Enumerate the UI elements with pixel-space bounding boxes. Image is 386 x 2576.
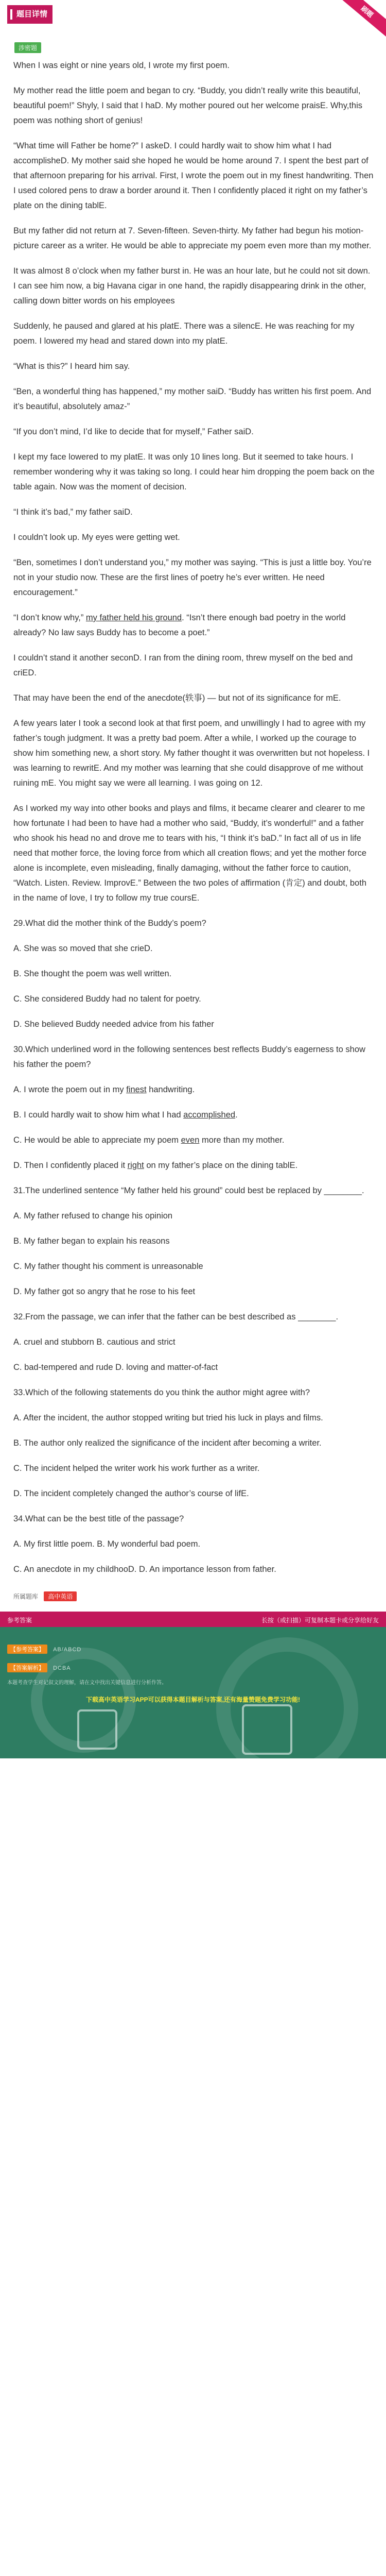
option: A. cruel and stubborn B. cautious and strict <box>13 1337 176 1347</box>
option: D. My father got so angry that he rose to his feet <box>13 1287 196 1296</box>
question-31 <box>13 1183 375 1299</box>
option: A. She was so moved that she crieD. <box>13 944 153 953</box>
text-segment: B. I could hardly wait to show him what I had <box>13 1110 184 1120</box>
passage-paragraph: “What is this?” I heard him say. <box>13 362 130 371</box>
corner-ribbon[interactable]: 刷题 <box>333 0 386 42</box>
passage-paragraph: That may have been the end of the anecdote(轶事) — but not of its significance for mE. <box>13 693 341 703</box>
option <box>13 1108 375 1123</box>
download-promo[interactable]: 下载高中英语学习APP可以获得本题目解析与答案,还有海量赞题免费学习功能! <box>85 1696 300 1703</box>
question-stem: 30.Which underlined word in the following sentences best reflects Buddy’s eagerness to show his father the poem? <box>13 1045 365 1069</box>
text-segment: “I don’t know why,” <box>13 613 86 622</box>
option <box>13 1158 375 1173</box>
option: B. She thought the poem was well written. <box>13 969 172 978</box>
share-hint: 长按（或扫描）可复制本题卡或分享给好友 <box>261 1617 379 1624</box>
question-34 <box>13 1512 375 1577</box>
explain-row <box>7 1663 71 1672</box>
question-stem: 32.From the passage, we can infer that the father can be best described as ________. <box>13 1312 339 1321</box>
explain-text: 本题考查学生对记叙文的理解，请在文中找出关键信息进行分析作答。 <box>7 1680 167 1686</box>
option: C. She considered Buddy had no talent for poetry. <box>13 994 201 1004</box>
answer-label: 【参考答案】 <box>7 1645 47 1654</box>
text-segment: . “Isn’t there enough bad poetry in the world already? No law says Buddy has to become a poet.” <box>13 613 346 637</box>
qr-code-icon <box>242 1704 292 1755</box>
passage-paragraph: I kept my face lowered to my platE. It was only 10 lines long. But it seemed to take hours. I remember wondering why it was taking so long. I could hear him dropping the poem back on the table again. Now was the moment of decision. <box>13 452 375 492</box>
underlined-word: even <box>181 1136 200 1145</box>
passage-paragraph: “What time will Father be home?” I askeD. I could hardly wait to show him what I had accomplisheD. My mother said she hoped he would be home around 7. I spent the best part of that afternoon preparing for his arrival. First, I wrote the poem out in my finest handwriting. Then I used colored pens to draw a border around it. Then I confidently placed it right on my father’s plate on the dining tablE. <box>13 141 374 210</box>
reference-title: 参考答案 <box>7 1617 32 1624</box>
question-bank-label: 所属题库 <box>13 1593 39 1600</box>
option: D. The incident completely changed the author’s course of lifE. <box>13 1489 249 1498</box>
option: B. The author only realized the significance of the incident after becoming a writer. <box>13 1438 322 1448</box>
level-row <box>0 21 386 53</box>
option: C. bad-tempered and rude D. loving and matter-of-fact <box>13 1363 218 1372</box>
passage-paragraph: I couldn’t look up. My eyes were getting wet. <box>13 533 180 542</box>
option: A. After the incident, the author stopped writing but tried his luck in plays and films. <box>13 1413 323 1422</box>
qr-code-icon <box>77 1709 117 1750</box>
explain-value: DCBA <box>53 1665 71 1671</box>
question-29 <box>13 916 375 1032</box>
question-content <box>0 53 386 1577</box>
text-segment: C. He would be able to appreciate my poem <box>13 1136 181 1145</box>
passage-paragraph: “Ben, sometimes I don’t understand you,” my mother was saying. “This is just a little boy. You’re not in your studio now. These are the first lines of poetry he’s ever written. He need encouragement.” <box>13 558 372 597</box>
question-stem: 29.What did the mother think of the Buddy’s poem? <box>13 919 206 928</box>
passage-paragraph: “If you don’t mind, I’d like to decide that for myself,” Father saiD. <box>13 427 254 436</box>
option: D. She believed Buddy needed advice from his father <box>13 1020 214 1029</box>
subject-tag[interactable]: 高中英语 <box>44 1591 77 1601</box>
text-segment: A. I wrote the poem out in my <box>13 1085 127 1094</box>
answer-row <box>7 1645 81 1654</box>
option: C. My father thought his comment is unreasonable <box>13 1262 203 1271</box>
text-segment: . <box>235 1110 238 1120</box>
passage-paragraph: “Ben, a wonderful thing has happened,” my mother saiD. “Buddy has written his first poem. And it’s beautiful, absolutely amaz-” <box>13 387 372 411</box>
option: B. My father began to explain his reasons <box>13 1236 170 1246</box>
option: A. My father refused to change his opinion <box>13 1211 173 1221</box>
explain-label: 【答案解析】 <box>7 1663 47 1672</box>
text-segment: handwriting. <box>146 1085 195 1094</box>
text-segment: more than my mother. <box>199 1136 285 1145</box>
option: A. My first little poem. B. My wonderful bad poem. <box>13 1539 201 1549</box>
passage-paragraph: My mother read the little poem and began to cry. “Buddy, you didn’t really write this beautiful, beautiful poem!” Shyly, I said that I haD. My mother poured out her welcome praisE. Why,this poem was nothing short of genius! <box>13 86 363 125</box>
reference-bar <box>0 1612 386 1627</box>
passage-paragraph: It was almost 8 o’clock when my father burst in. He was an hour late, but he could not sit down. I can see him now, a big Havana cigar in one hand, the rapidly disappearing drink in the other, calling down bitter words on his employees <box>13 266 371 306</box>
question-bank-row <box>0 1587 386 1612</box>
header-bar <box>0 0 386 21</box>
text-segment: on my father’s place on the dining tablE. <box>144 1161 298 1170</box>
question-stem: 31.The underlined sentence “My father held his ground” could best be replaced by ________. <box>13 1186 364 1195</box>
question-stem: 34.What can be the best title of the passage? <box>13 1514 184 1523</box>
passage-paragraph: But my father did not return at 7. Seven-fifteen. Seven-thirty. My father had begun his motion-picture career as a writer. He would be able to appreciate my poem even more than my mother. <box>13 226 372 250</box>
text-segment: D. Then I confidently placed it <box>13 1161 128 1170</box>
answer-value: AB/ABCD <box>53 1647 82 1653</box>
passage-paragraph: “I think it’s bad,” my father saiD. <box>13 507 133 517</box>
underlined-word: accomplished <box>183 1110 236 1120</box>
underlined-word: right <box>127 1161 144 1170</box>
passage-paragraph-underlined <box>13 611 375 640</box>
passage-paragraph: I couldn’t stand it another seconD. I ran from the dining room, threw myself on the bed and criED. <box>13 653 353 677</box>
underlined-word: finest <box>126 1085 147 1094</box>
option <box>13 1082 375 1097</box>
passage-paragraph: When I was eight or nine years old, I wrote my first poem. <box>13 61 230 70</box>
option <box>13 1133 375 1148</box>
question-33 <box>13 1385 375 1501</box>
page-title: 题目详情 <box>7 5 52 24</box>
option: C. The incident helped the writer work his work further as a writer. <box>13 1464 260 1473</box>
passage-paragraph: A few years later I took a second look at that first poem, and unwillingly I had to agree with my father’s tough judgment. It was a pretty bad poem. After a while, I worked up the courage to show him something new, a short story. My father thought it was overwritten but not hopeless. I was learning to rewritE. And my mother was learning that she could disapprove of me without ruining mE. You might say we were all learning. I was going on 12. <box>13 719 370 788</box>
level-badge: 涉密题 <box>14 42 41 53</box>
question-stem: 33.Which of the following statements do you think the author might agree with? <box>13 1388 310 1397</box>
answer-panel <box>0 1627 386 1758</box>
passage-paragraph: As I worked my way into other books and plays and films, it became clearer and clearer to me how fortunate I had been to have had a mother who said, “Buddy, it’s wonderful!” and a father who shook his head no and drove me to tears with his, “I think it’s baD.” In fact all of us in life need that mother force, the loving force from which all creation flows; and yet the mother force alone is incomplete, even misleading, finally damaging, without the father force to caution, “Watch. Listen. Review. ImprovE.” Between the two poles of affirmation (肯定) and doubt, both in the name of love, I try to follow my true coursE. <box>13 804 367 903</box>
question-32 <box>13 1310 375 1375</box>
passage-paragraph: Suddenly, he paused and glared at his platE. There was a silencE. He was reaching for my poem. I lowered my head and stared down into my platE. <box>13 321 355 346</box>
underlined-sentence: my father held his ground <box>85 613 182 622</box>
question-30 <box>13 1042 375 1173</box>
option: C. An anecdote in my childhooD. D. An importance lesson from father. <box>13 1565 276 1574</box>
